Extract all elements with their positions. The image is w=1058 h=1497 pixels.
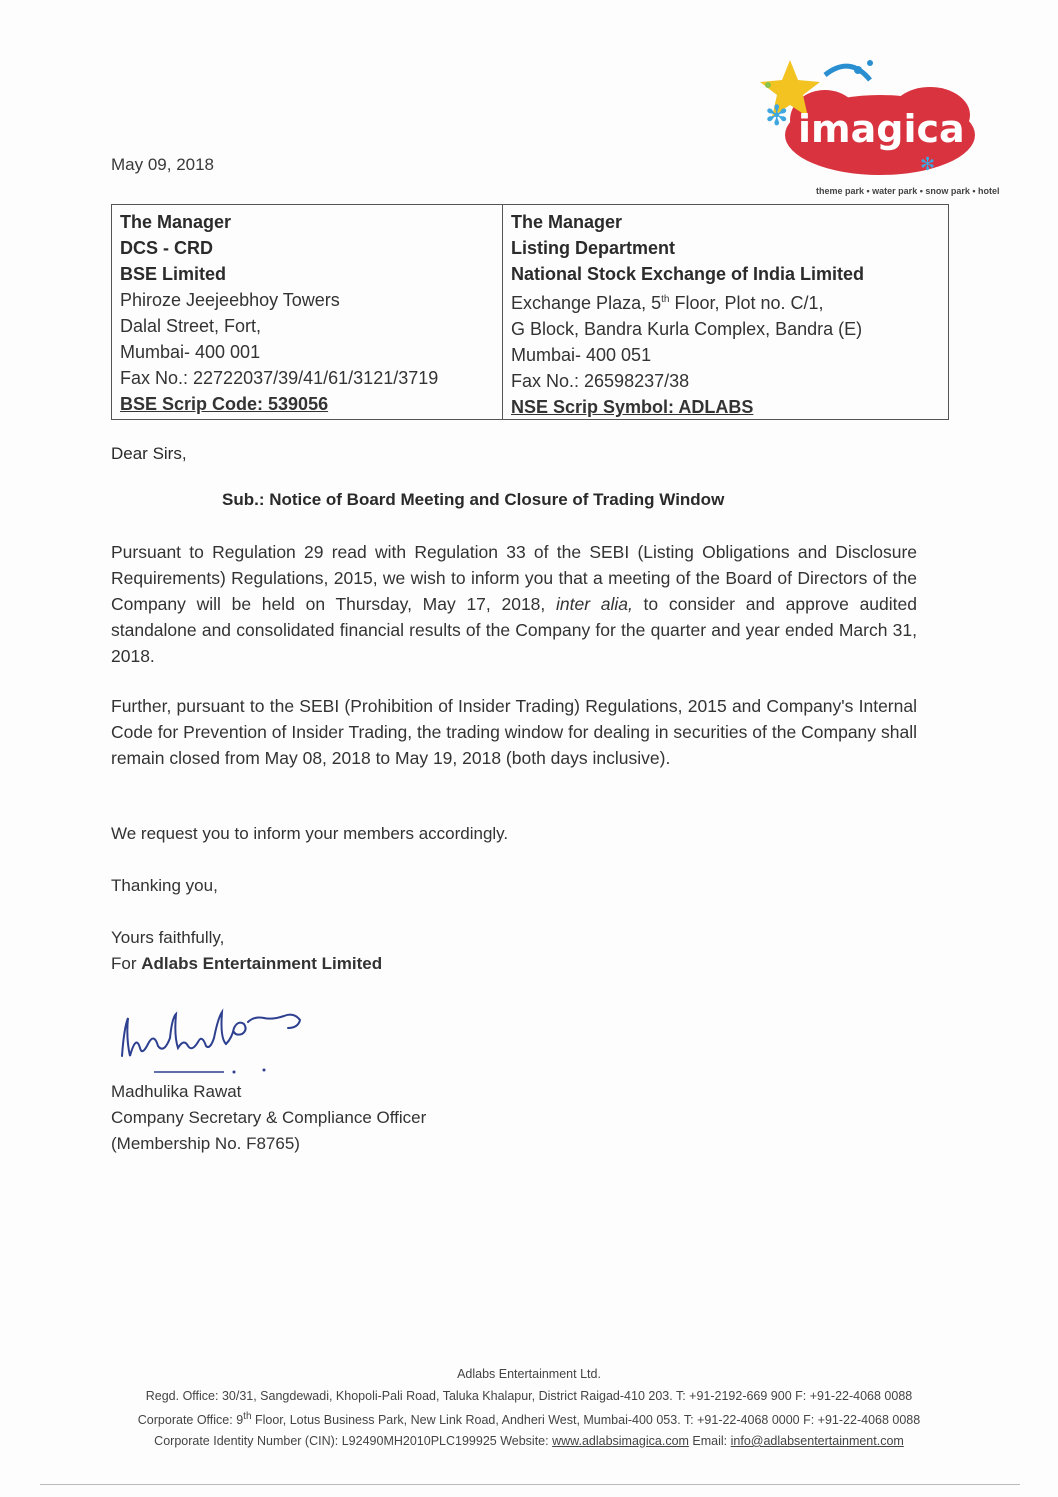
addr-line: The Manager: [120, 212, 232, 232]
addr-line: DCS - CRD: [120, 238, 213, 258]
addr-line: National Stock Exchange of India Limited: [511, 264, 865, 284]
for-prefix: For: [111, 954, 142, 973]
footer-part: Corporate Identity Number (CIN): L92490MH2010PLC199925 Website:: [154, 1434, 553, 1448]
footer-regd-office: Regd. Office: 30/31, Sangdewadi, Khopoli-Pali Road, Taluka Khalapur, District Raigad-410 203. T: +91-2192-669 900 F: +91-22-4068 0088: [145, 1389, 913, 1403]
para-italic: inter alia,: [555, 594, 633, 614]
request-line: We request you to inform your members accordingly.: [111, 824, 509, 843]
signatory-title: Company Secretary & Compliance Officer: [111, 1108, 427, 1127]
footer-part: Floor, Lotus Business Park, New Link Road, Andheri West, Mumbai-400 053. T: +91-22-4068 0000 F: +91-22-4068 0088: [251, 1413, 921, 1428]
addr-line: Listing Department: [511, 238, 676, 258]
addr-line: Mumbai- 400 001: [120, 342, 261, 362]
addr-line: Dalal Street, Fort,: [120, 316, 262, 336]
signatory-name: Madhulika Rawat: [111, 1082, 242, 1101]
thanks-line: Thanking you,: [111, 876, 218, 895]
nse-addressee: [503, 205, 948, 419]
footer-corp-office: [0, 1411, 1058, 1427]
footer-part: Email:: [688, 1434, 731, 1448]
subject-line: Sub.: Notice of Board Meeting and Closure of Trading Window: [222, 490, 725, 509]
svg-text:✻: ✻: [920, 154, 936, 174]
svg-text:✻: ✻: [765, 100, 789, 131]
handwritten-signature: [114, 998, 314, 1078]
addr-line: [511, 287, 940, 316]
para-text: Pursuant to Regulation 29 read with Regulation 33 of the SEBI (Listing Obligations and Disclosure Requirements) Regulations, 2015, we wish to inform you that a meeting of the Board of Directors of the Company will be held on Thursday, May 17, 2018,: [111, 542, 917, 614]
addr-line: Mumbai- 400 051: [511, 345, 652, 365]
addr-part: Floor, Plot no. C/1,: [669, 293, 824, 313]
email-link[interactable]: info@adlabsentertainment.com: [730, 1434, 904, 1448]
addr-line: Phiroze Jeejeebhoy Towers: [120, 290, 340, 310]
company-line: [111, 954, 382, 974]
bse-addressee: [112, 205, 503, 419]
paragraph-trading-window: Further, pursuant to the SEBI (Prohibition of Insider Trading) Regulations, 2015 and Company's Internal Code for Prevention of Insider Trading, the trading window for dealing in securities of the Company shall remain closed from May 08, 2018 to May 19, 2018 (both days inclusive).: [111, 696, 917, 768]
footer-company: Adlabs Entertainment Ltd.: [457, 1367, 601, 1381]
paragraph-board-meeting: [111, 539, 917, 669]
website-link[interactable]: www.adlabsimagica.com: [552, 1434, 689, 1448]
ordinal-suffix: th: [661, 294, 670, 305]
ordinal-suffix: th: [243, 1411, 252, 1422]
letter-date: May 09, 2018: [111, 155, 215, 174]
bottom-divider: [40, 1484, 1020, 1485]
addressee-table: [111, 204, 949, 420]
addr-line: Fax No.: 22722037/39/41/61/3121/3719: [120, 368, 439, 388]
company-name: Adlabs Entertainment Limited: [141, 954, 383, 973]
addr-line: Fax No.: 26598237/38: [511, 371, 690, 391]
salutation: Dear Sirs,: [111, 444, 187, 463]
logo-wordmark: imagica: [798, 107, 965, 151]
closing-line: Yours faithfully,: [111, 928, 225, 947]
nse-scrip-symbol: NSE Scrip Symbol: ADLABS: [511, 397, 754, 417]
logo-tagline: theme park • water park • snow park • hotel: [816, 186, 1000, 196]
addr-line: BSE Limited: [120, 264, 227, 284]
imagica-logo: [730, 35, 1000, 205]
signatory-membership: (Membership No. F8765): [111, 1134, 300, 1153]
addr-line: G Block, Bandra Kurla Complex, Bandra (E): [511, 319, 863, 339]
addr-part: Exchange Plaza, 5: [511, 293, 662, 313]
addr-line: The Manager: [511, 212, 623, 232]
para-text: to consider and approve audited standalone and consolidated financial results of the Company for the quarter and year ended March 31, 2018.: [111, 594, 917, 666]
bse-scrip-code: BSE Scrip Code: 539056: [120, 394, 329, 414]
footer-part: Corporate Office: 9: [137, 1413, 244, 1428]
footer-cin: [0, 1434, 1058, 1448]
